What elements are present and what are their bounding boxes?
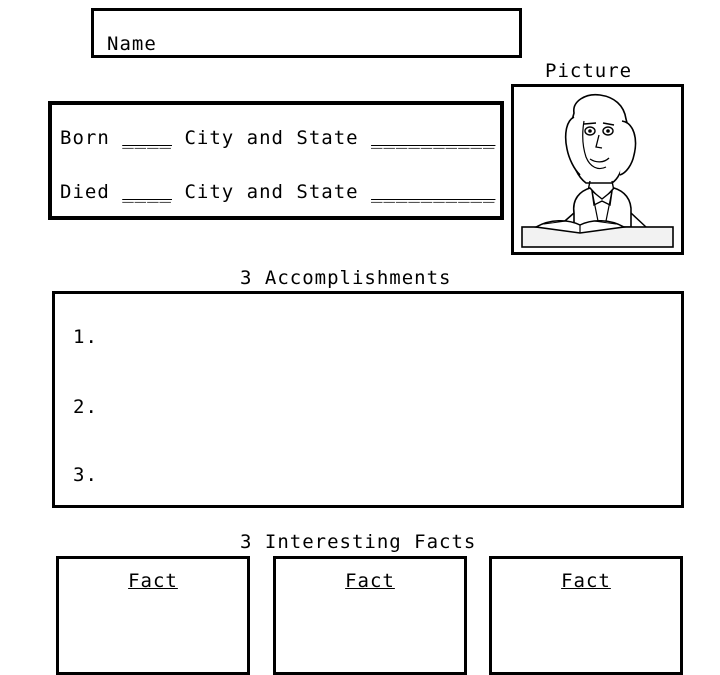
fact-box-3[interactable] (489, 556, 683, 675)
died-place-label: City and State (184, 181, 359, 203)
fact-label-1: Fact (128, 570, 178, 592)
accomplishment-item-2[interactable]: 2. (73, 396, 98, 418)
picture-title: Picture (545, 60, 633, 82)
name-field-box[interactable] (91, 8, 522, 58)
fact-box-1[interactable] (56, 556, 250, 675)
died-place-blank[interactable]: __________ (371, 181, 496, 203)
birth-death-box[interactable] (48, 101, 504, 220)
born-label: Born (60, 127, 110, 149)
accomplishments-title: 3 Accomplishments (240, 267, 452, 289)
portrait-illustration-icon (514, 87, 681, 252)
born-blank[interactable]: ____ (122, 127, 172, 149)
accomplishment-item-3[interactable]: 3. (73, 464, 98, 486)
born-place-blank[interactable]: __________ (371, 127, 496, 149)
name-write-line[interactable] (164, 56, 504, 58)
died-blank[interactable]: ____ (122, 181, 172, 203)
picture-box[interactable] (511, 84, 684, 255)
name-label: Name (107, 33, 157, 55)
died-label: Died (60, 181, 110, 203)
fact-box-2[interactable] (273, 556, 467, 675)
fact-label-3: Fact (561, 570, 611, 592)
fact-label-2: Fact (345, 570, 395, 592)
accomplishment-item-1[interactable]: 1. (73, 326, 98, 348)
accomplishments-box[interactable] (52, 291, 684, 508)
died-line (60, 181, 495, 203)
born-place-label: City and State (184, 127, 359, 149)
facts-title: 3 Interesting Facts (240, 531, 477, 553)
born-line (60, 127, 495, 149)
